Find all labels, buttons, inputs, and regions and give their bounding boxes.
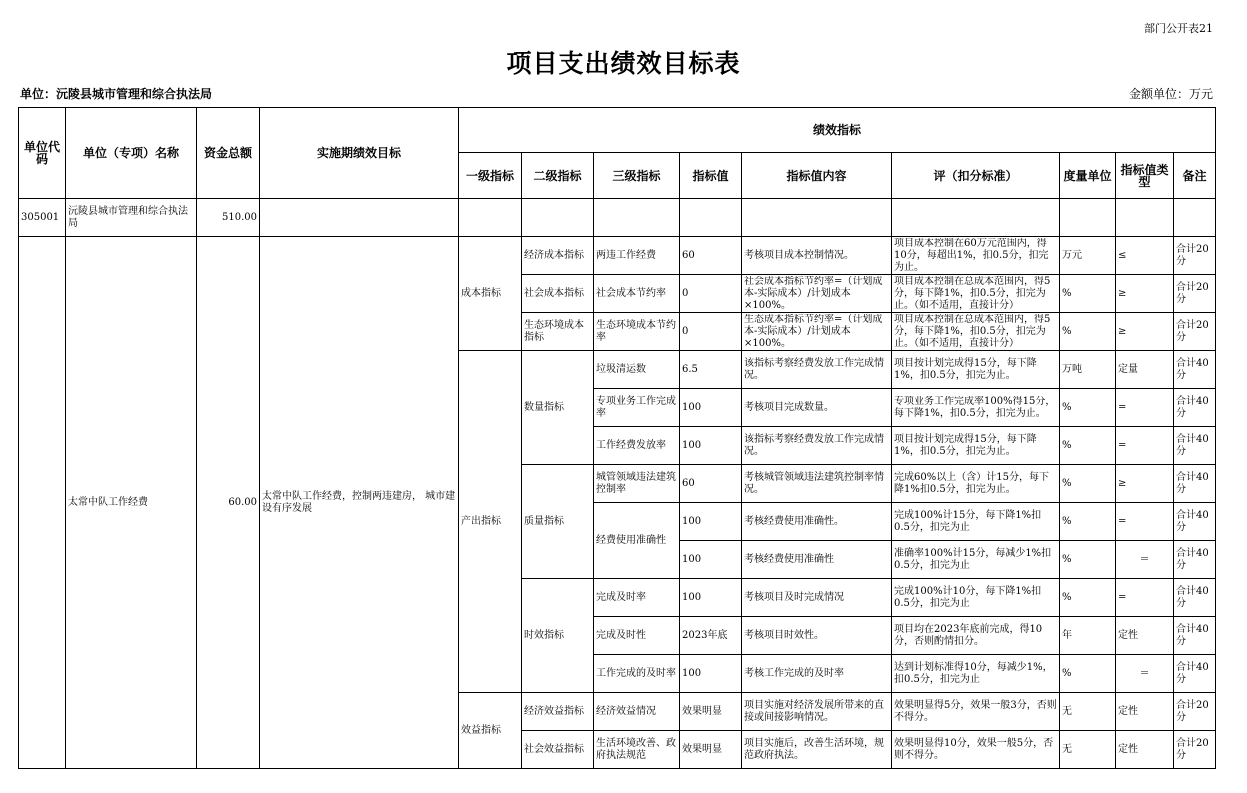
content: 社会成本指标节约率=（计划成本-实际成本）/计划成本×100%。 <box>742 275 892 313</box>
form-number: 部门公开表21 <box>1144 22 1213 35</box>
level1-cost: 成本指标 <box>459 237 522 351</box>
value-type: = <box>1116 389 1174 427</box>
level3: 工作经费发放率 <box>594 427 680 465</box>
level3: 垃圾清运数 <box>594 351 680 389</box>
level3: 社会成本节约率 <box>594 275 680 313</box>
level3-quality-sub: 经费使用准确性 <box>594 503 680 579</box>
score: 项目成本控制在总成本范围内，得5分，每下降1%，扣0.5分，扣完为止。（如不适用，直接计分） <box>892 275 1060 313</box>
content: 该指标考察经费发放工作完成情况。 <box>742 427 892 465</box>
value: 100 <box>680 389 742 427</box>
value: 6.5 <box>680 351 742 389</box>
remark: 合计40分 <box>1174 427 1216 465</box>
content: 考核经费使用准确性。 <box>742 503 892 541</box>
level1-output: 产出指标 <box>459 351 522 693</box>
level3: 经济效益情况 <box>594 693 680 731</box>
performance-table <box>18 107 1216 769</box>
level2: 生态环境成本指标 <box>522 313 594 351</box>
level3: 完成及时性 <box>594 617 680 655</box>
value-type: ＝ <box>1116 541 1174 579</box>
value: 2023年底 <box>680 617 742 655</box>
level3: 两违工作经费 <box>594 237 680 275</box>
level3: 完成及时率 <box>594 579 680 617</box>
header-value: 指标值 <box>680 153 742 199</box>
remark: 合计40分 <box>1174 389 1216 427</box>
remark: 合计40分 <box>1174 655 1216 693</box>
score: 准确率100%计15分，每减少1%扣0.5分，扣完为止 <box>892 541 1060 579</box>
project-amount: 60.00 <box>197 237 260 769</box>
measure-unit: 无 <box>1060 731 1116 769</box>
measure-unit: 无 <box>1060 693 1116 731</box>
summary-code: 305001 <box>19 199 66 237</box>
value-type: 定性 <box>1116 693 1174 731</box>
table-row <box>19 237 1216 275</box>
money-unit-label: 金额单位：万元 <box>1128 87 1213 101</box>
level3: 专项业务工作完成率 <box>594 389 680 427</box>
score: 项目按计划完成得15分，每下降1%，扣0.5分，扣完为止。 <box>892 351 1060 389</box>
content: 考核项目及时完成情况 <box>742 579 892 617</box>
value: 0 <box>680 275 742 313</box>
measure-unit: % <box>1060 655 1116 693</box>
score: 项目成本控制在60万元范围内，得10分，每超出1%，扣0.5分，扣完为止。 <box>892 237 1060 275</box>
value-type: 定性 <box>1116 617 1174 655</box>
remark: 合计40分 <box>1174 503 1216 541</box>
value: 效果明显 <box>680 731 742 769</box>
value: 100 <box>680 579 742 617</box>
level2-quality: 质量指标 <box>522 465 594 579</box>
remark: 合计40分 <box>1174 465 1216 503</box>
content: 该指标考察经费发放工作完成情况。 <box>742 351 892 389</box>
summary-amount: 510.00 <box>197 199 260 237</box>
header-unit-name: 单位（专项）名称 <box>66 108 197 199</box>
header-remark: 备注 <box>1174 153 1216 199</box>
remark: 合计20分 <box>1174 237 1216 275</box>
content: 考核城管领域违法建筑控制率情况。 <box>742 465 892 503</box>
value: 效果明显 <box>680 693 742 731</box>
value-type: ≥ <box>1116 313 1174 351</box>
score: 完成100%计10分，每下降1%扣0.5分，扣完为止 <box>892 579 1060 617</box>
score: 项目按计划完成得15分，每下降1%，扣0.5分，扣完为止。 <box>892 427 1060 465</box>
unit-label: 单位：沅陵县城市管理和综合执法局 <box>20 87 213 101</box>
content: 考核工作完成的及时率 <box>742 655 892 693</box>
remark: 合计40分 <box>1174 579 1216 617</box>
level2: 社会效益指标 <box>522 731 594 769</box>
value-type: 定性 <box>1116 731 1174 769</box>
measure-unit: 年 <box>1060 617 1116 655</box>
level3: 城管领域违法建筑控制率 <box>594 465 680 503</box>
level1-benefit: 效益指标 <box>459 693 522 769</box>
score: 项目均在2023年底前完成，得10分，否则酌情扣分。 <box>892 617 1060 655</box>
measure-unit: % <box>1060 389 1116 427</box>
project-goal: 太常中队工作经费，控制两违建房， 城市建设有序发展 <box>260 237 459 769</box>
level2: 经济成本指标 <box>522 237 594 275</box>
remark: 合计20分 <box>1174 313 1216 351</box>
header-value-type: 指标值类型 <box>1116 153 1174 199</box>
measure-unit: % <box>1060 313 1116 351</box>
measure-unit: % <box>1060 579 1116 617</box>
content: 考核项目时效性。 <box>742 617 892 655</box>
score: 效果明显得5分，效果一般3分，否则不得分。 <box>892 693 1060 731</box>
measure-unit: 万元 <box>1060 237 1116 275</box>
remark: 合计20分 <box>1174 693 1216 731</box>
remark: 合计40分 <box>1174 351 1216 389</box>
score: 专项业务工作完成率100%得15分，每下降1%，扣0.5分，扣完为止。 <box>892 389 1060 427</box>
value: 60 <box>680 237 742 275</box>
value: 100 <box>680 427 742 465</box>
project-name: 太常中队工作经费 <box>66 237 197 769</box>
content: 考核项目完成数量。 <box>742 389 892 427</box>
measure-unit: % <box>1060 503 1116 541</box>
value-type: ≥ <box>1116 275 1174 313</box>
header-score: 评（扣分标准） <box>892 153 1060 199</box>
level2: 社会成本指标 <box>522 275 594 313</box>
content: 考核项目成本控制情况。 <box>742 237 892 275</box>
header-indicators: 绩效指标 <box>459 108 1216 153</box>
content: 生态成本指标节约率=（计划成本-实际成本）/计划成本×100%。 <box>742 313 892 351</box>
measure-unit: % <box>1060 275 1116 313</box>
content: 项目实施对经济发展所带来的直接或间接影响情况。 <box>742 693 892 731</box>
measure-unit: % <box>1060 541 1116 579</box>
value: 100 <box>680 541 742 579</box>
value: 100 <box>680 655 742 693</box>
measure-unit: 万吨 <box>1060 351 1116 389</box>
score: 达到计划标准得10分，每减少1%，扣0.5分，扣完为止 <box>892 655 1060 693</box>
score: 项目成本控制在总成本范围内，得5分，每下降1%，扣0.5分，扣完为止。（如不适用，直接计分） <box>892 313 1060 351</box>
level3: 工作完成的及时率 <box>594 655 680 693</box>
value-type: = <box>1116 579 1174 617</box>
value: 0 <box>680 313 742 351</box>
level2-quantity: 数量指标 <box>522 351 594 465</box>
summary-row <box>19 199 1216 237</box>
measure-unit: % <box>1060 427 1116 465</box>
value: 60 <box>680 465 742 503</box>
level2-timeliness: 时效指标 <box>522 579 594 693</box>
page-title: 项目支出绩效目标表 <box>506 49 741 78</box>
remark: 合计40分 <box>1174 541 1216 579</box>
header-content: 指标值内容 <box>742 153 892 199</box>
remark: 合计20分 <box>1174 275 1216 313</box>
header-measure-unit: 度量单位 <box>1060 153 1116 199</box>
header-unit-code: 单位代码 <box>19 108 66 199</box>
value-type: = <box>1116 427 1174 465</box>
header-total-funds: 资金总额 <box>197 108 260 199</box>
level3: 生态环境成本节约率 <box>594 313 680 351</box>
value-type: 定量 <box>1116 351 1174 389</box>
content: 项目实施后，改善生活环境，规范政府执法。 <box>742 731 892 769</box>
content: 考核经费使用准确性 <box>742 541 892 579</box>
header-level3: 三级指标 <box>594 153 680 199</box>
measure-unit: % <box>1060 465 1116 503</box>
score: 完成60%以上（含）计15分，每下降1%扣0.5分，扣完为止。 <box>892 465 1060 503</box>
level2: 经济效益指标 <box>522 693 594 731</box>
value-type: ≥ <box>1116 465 1174 503</box>
header-level2: 二级指标 <box>522 153 594 199</box>
header-goal: 实施期绩效目标 <box>260 108 459 199</box>
value: 100 <box>680 503 742 541</box>
remark: 合计40分 <box>1174 617 1216 655</box>
level3: 生活环境改善、政府执法规范 <box>594 731 680 769</box>
value-type: = <box>1116 503 1174 541</box>
score: 完成100%计15分，每下降1%扣0.5分，扣完为止 <box>892 503 1060 541</box>
header-level1: 一级指标 <box>459 153 522 199</box>
value-type: ＝ <box>1116 655 1174 693</box>
summary-name: 沅陵县城市管理和综合执法局 <box>66 199 197 237</box>
remark: 合计20分 <box>1174 731 1216 769</box>
value-type: ≤ <box>1116 237 1174 275</box>
score: 效果明显得10分，效果一般5分，否则不得分。 <box>892 731 1060 769</box>
